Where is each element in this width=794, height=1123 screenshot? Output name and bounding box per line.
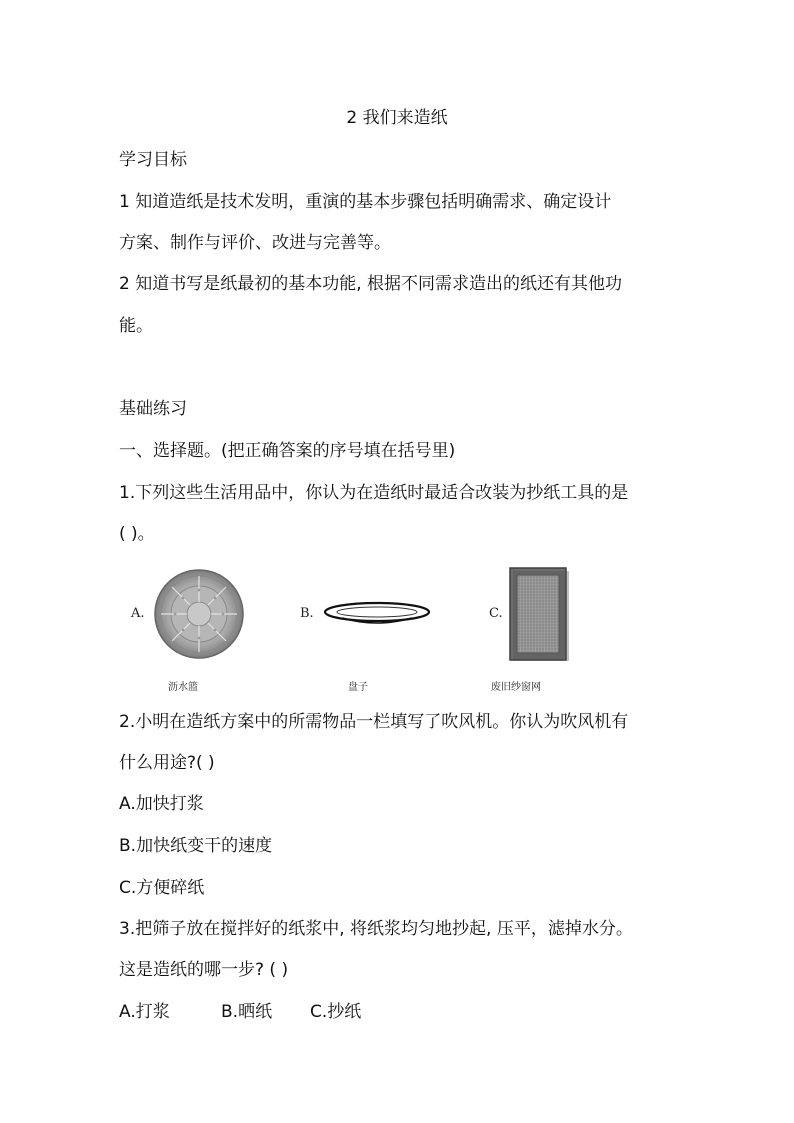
- question-3-option-b: B.晒纸: [221, 1002, 273, 1022]
- question-3-option-c: C.抄纸: [310, 1002, 362, 1022]
- question-2-option-c: C.方便碎纸: [119, 878, 205, 898]
- option-a-caption: 沥水篮: [168, 682, 198, 693]
- drain-basket-image: [153, 568, 245, 660]
- objectives-heading: 学习目标: [119, 150, 187, 170]
- objective-1-line-1: 1 知道造纸是技术发明，重演的基本步骤包括明确需求、确定设计: [119, 192, 612, 212]
- question-2-option-a: A.加快打浆: [119, 794, 204, 814]
- option-c-letter: C.: [489, 606, 503, 621]
- question-3-options: [119, 1001, 361, 1023]
- option-a-letter: A.: [131, 606, 145, 621]
- question-2-line-2: 什么用途?( ): [119, 753, 215, 773]
- question-2-option-b: B.加快纸变干的速度: [119, 836, 273, 856]
- objective-2-line-2: 能。: [119, 316, 153, 336]
- plate-image: [322, 598, 432, 628]
- objective-2-line-1: 2 知道书写是纸最初的基本功能, 根据不同需求造出的纸还有其他功: [119, 274, 623, 294]
- section-heading: 一、选择题。(把正确答案的序号填在括号里): [119, 441, 456, 461]
- question-3-option-a: A.打浆: [119, 1002, 170, 1022]
- objective-1-line-2: 方案、制作与评价、改进与完善等。: [119, 233, 391, 253]
- question-2-line-1: 2.小明在造纸方案中的所需物品一栏填写了吹风机。你认为吹风机有: [119, 712, 629, 732]
- question-1-line-1: 1.下列这些生活用品中，你认为在造纸时最适合改装为抄纸工具的是: [119, 483, 629, 503]
- option-b-letter: B.: [300, 606, 314, 621]
- option-b-caption: 盘子: [348, 682, 368, 693]
- option-c-caption: 废旧纱窗网: [491, 682, 541, 693]
- practice-heading: 基础练习: [119, 399, 187, 419]
- window-screen-image: [508, 566, 570, 662]
- question-3-line-1: 3.把筛子放在搅拌好的纸浆中, 将纸浆均匀地抄起, 压平，滤掉水分。: [119, 919, 633, 939]
- question-3-line-2: 这是造纸的哪一步? ( ): [119, 960, 289, 980]
- question-1-line-2: ( )。: [119, 524, 155, 544]
- page-title: 2 我们来造纸: [346, 108, 448, 128]
